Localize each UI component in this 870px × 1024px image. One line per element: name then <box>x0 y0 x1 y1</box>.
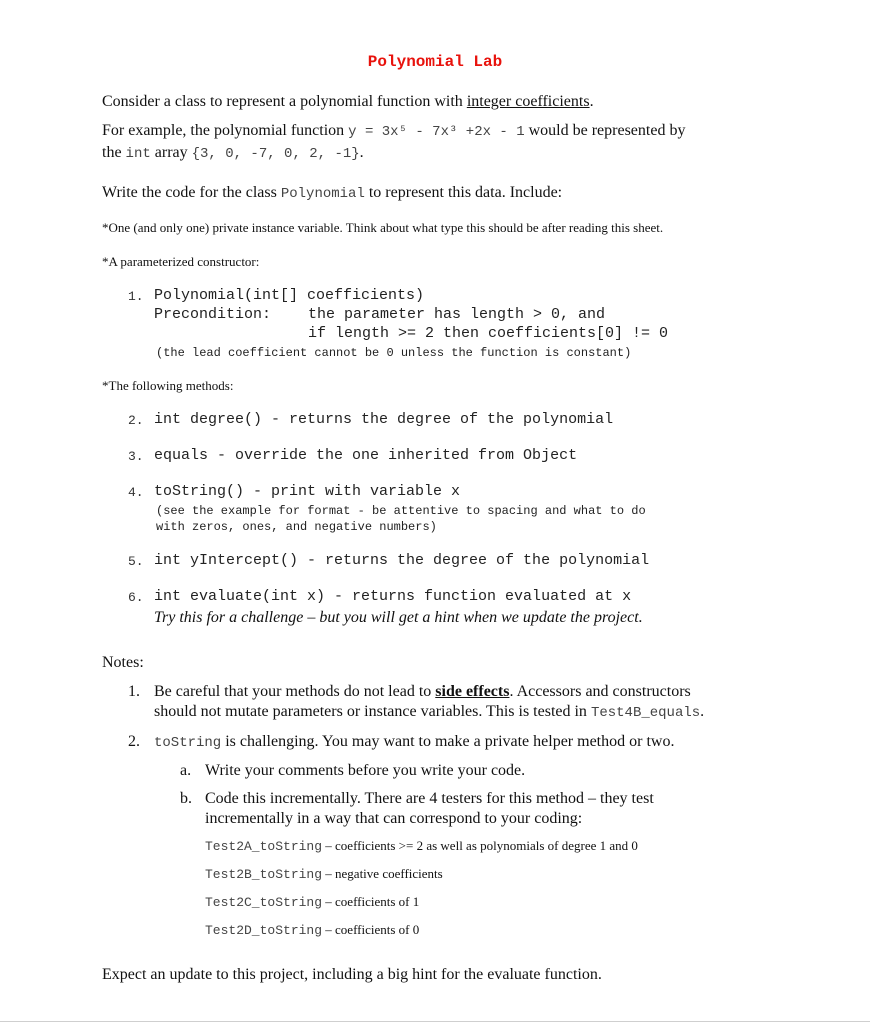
note-1-line-2 <box>154 703 704 721</box>
intro-text: Consider a class to represent a polynomial function with <box>102 93 467 110</box>
sub-b-number: b. <box>180 790 192 807</box>
write-text-tail: to represent this data. Include: <box>364 184 563 201</box>
test4b-equals-code: Test4B_equals <box>590 705 701 721</box>
item-number-6: 6. <box>128 590 144 605</box>
note-number-2: 2. <box>128 733 140 750</box>
intro-line-1 <box>102 93 594 111</box>
item-number-4: 4. <box>128 485 144 500</box>
note-number-1: 1. <box>128 683 140 700</box>
integer-coefficients-underline: integer coefficients <box>466 93 590 110</box>
note-1-line-1 <box>154 683 691 701</box>
constructor-label: *A parameterized constructor: <box>102 254 260 269</box>
tostring-note-line-1: (see the example for format - be attentive to spacing and what to do <box>156 504 646 518</box>
tester-2d <box>205 922 419 938</box>
tester-2d-code: Test2D_toString <box>205 923 323 938</box>
tester-2c-code: Test2C_toString <box>205 895 323 910</box>
tester-2a-text: – coefficients >= 2 as well as polynomials of degree 1 and 0 <box>322 838 638 853</box>
instance-variable-requirement: *One (and only one) private instance variable. Think about what type this should be after reading this sheet. <box>102 220 664 235</box>
tester-2b-text: – negative coefficients <box>322 866 443 881</box>
notes-label: Notes: <box>102 654 144 671</box>
method-equals: equals - override the one inherited from Object <box>154 447 578 464</box>
intro-line-2 <box>102 122 685 140</box>
precondition-line-1: the parameter has length > 0, and <box>308 306 606 323</box>
sub-a-text: Write your comments before you write your code. <box>205 762 526 779</box>
example-array: {3, 0, -7, 0, 2, -1} <box>191 146 360 162</box>
constructor-signature: Polynomial(int[] coefficients) <box>154 287 425 304</box>
note-1-line-2-period: . <box>700 703 705 720</box>
write-instruction <box>102 184 562 202</box>
example-polynomial: y = 3x⁵ - 7x³ +2x - 1 <box>348 124 525 140</box>
precondition-label: Precondition: <box>154 306 272 323</box>
tostring-note-line-2: with zeros, ones, and negative numbers) <box>156 520 437 534</box>
array-period: . <box>359 144 364 161</box>
page-title: Polynomial Lab <box>367 53 503 71</box>
example-text: For example, the polynomial function <box>102 122 349 139</box>
intro-period: . <box>589 93 594 110</box>
the-text: the <box>102 144 126 161</box>
tester-2a-code: Test2A_toString <box>205 839 323 854</box>
note-1-line-2-text: should not mutate parameters or instance variables. This is tested in <box>154 703 591 720</box>
method-tostring: toString() - print with variable x <box>154 483 461 500</box>
tester-2c-text: – coefficients of 1 <box>322 894 420 909</box>
side-effects-emphasis: side effects <box>435 683 510 700</box>
evaluate-challenge-note: Try this for a challenge – but you will get a hint when we update the project. <box>154 609 643 626</box>
note-2-text: is challenging. You may want to make a private helper method or two. <box>221 733 675 750</box>
tester-2a <box>205 838 638 854</box>
method-yintercept: int yIntercept() - returns the degree of the polynomial <box>154 552 650 569</box>
note-1-text: Be careful that your methods do not lead to <box>154 683 436 700</box>
page-bottom-divider <box>0 1021 870 1022</box>
sub-b-line-2: incrementally in a way that can correspond to your coding: <box>205 810 583 827</box>
note-2-line <box>154 733 674 751</box>
sub-b-line-1: Code this incrementally. There are 4 testers for this method – they test <box>205 790 654 807</box>
write-text: Write the code for the class <box>102 184 281 201</box>
method-degree: int degree() - returns the degree of the polynomial <box>154 411 614 428</box>
tester-2b-code: Test2B_toString <box>205 867 323 882</box>
precondition-line-2: if length >= 2 then coefficients[0] != 0 <box>308 325 669 342</box>
item-number-1: 1. <box>128 289 144 304</box>
sub-a-number: a. <box>180 762 192 779</box>
item-number-2: 2. <box>128 413 144 428</box>
footer-note: Expect an update to this project, including a big hint for the evaluate function. <box>102 966 602 983</box>
tester-2c <box>205 894 419 910</box>
note-1-text-tail: . Accessors and constructors <box>509 683 691 700</box>
item-number-5: 5. <box>128 554 144 569</box>
tester-2d-text: – coefficients of 0 <box>322 922 420 937</box>
intro-line-3 <box>102 144 364 162</box>
method-evaluate: int evaluate(int x) - returns function evaluated at x <box>154 588 632 605</box>
int-keyword: int <box>125 146 151 162</box>
tostring-code: toString <box>154 735 222 751</box>
tester-2b <box>205 866 443 882</box>
class-name-code: Polynomial <box>280 186 365 202</box>
example-text-tail: would be represented by <box>524 122 686 139</box>
array-text: array <box>150 144 192 161</box>
constructor-note: (the lead coefficient cannot be 0 unless the function is constant) <box>156 346 632 360</box>
methods-label: *The following methods: <box>102 378 234 393</box>
item-number-3: 3. <box>128 449 144 464</box>
